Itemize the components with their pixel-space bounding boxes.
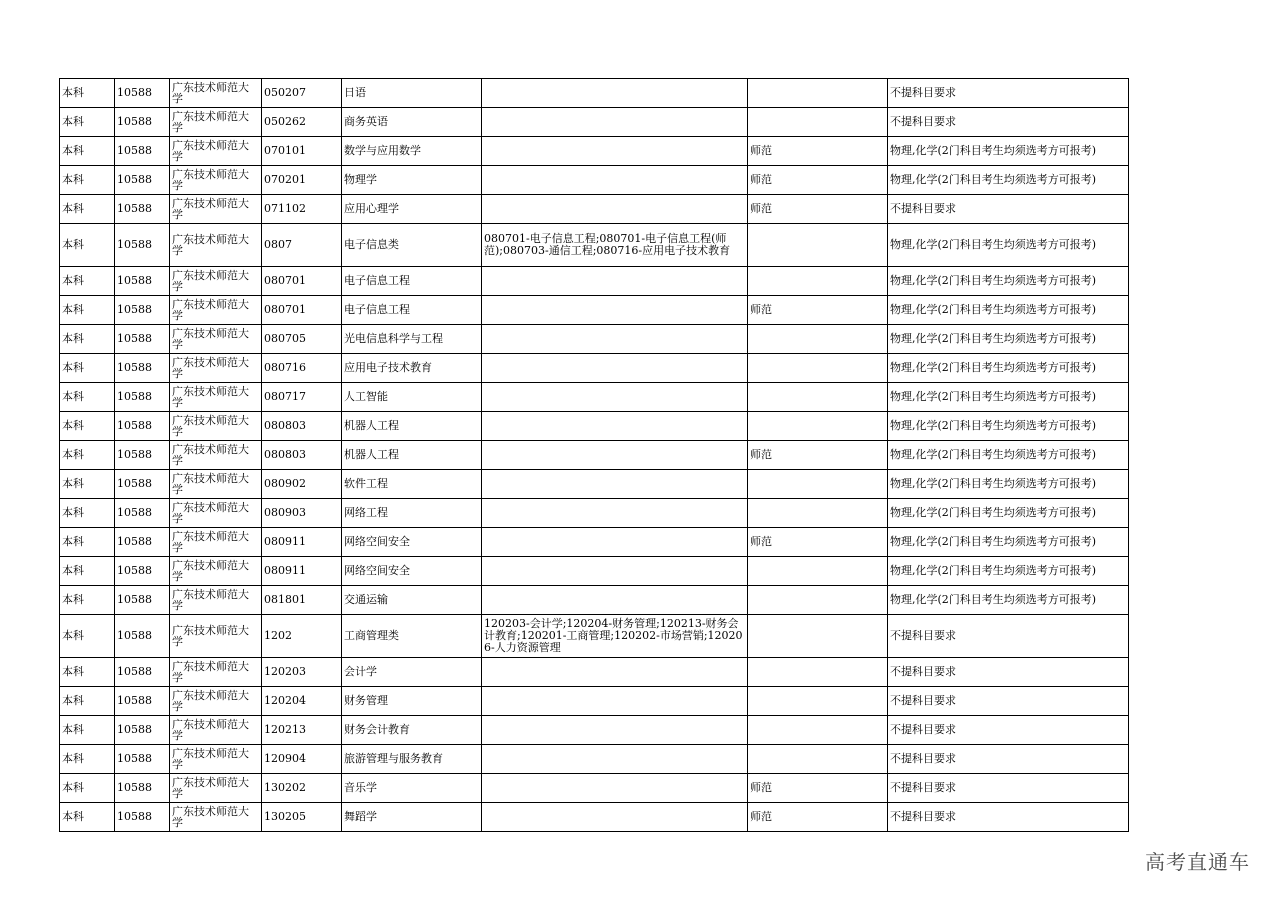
level-cell: 本科 bbox=[60, 803, 115, 832]
school-code-cell: 10588 bbox=[115, 325, 170, 354]
major-name-cell: 网络空间安全 bbox=[342, 528, 482, 557]
table-row bbox=[60, 195, 1129, 224]
subject-requirement-cell: 不提科目要求 bbox=[888, 716, 1129, 745]
subject-requirement-cell: 物理,化学(2门科目考生均须选考方可报考) bbox=[888, 528, 1129, 557]
table-row bbox=[60, 137, 1129, 166]
subject-requirement-cell: 物理,化学(2门科目考生均须选考方可报考) bbox=[888, 137, 1129, 166]
note-cell bbox=[748, 383, 888, 412]
table-row bbox=[60, 615, 1129, 658]
major-code-cell: 080701 bbox=[262, 296, 342, 325]
table-row bbox=[60, 470, 1129, 499]
subject-requirement-cell: 物理,化学(2门科目考生均须选考方可报考) bbox=[888, 499, 1129, 528]
school-name-cell: 广东技术师范大学 bbox=[170, 586, 262, 615]
subject-requirement-cell: 物理,化学(2门科目考生均须选考方可报考) bbox=[888, 267, 1129, 296]
included-majors-cell bbox=[482, 745, 748, 774]
level-cell: 本科 bbox=[60, 195, 115, 224]
level-cell: 本科 bbox=[60, 499, 115, 528]
included-majors-cell bbox=[482, 267, 748, 296]
major-name-cell: 网络空间安全 bbox=[342, 557, 482, 586]
major-name-cell: 财务管理 bbox=[342, 687, 482, 716]
subject-requirement-cell: 不提科目要求 bbox=[888, 195, 1129, 224]
note-cell bbox=[748, 687, 888, 716]
major-code-cell: 071102 bbox=[262, 195, 342, 224]
level-cell: 本科 bbox=[60, 412, 115, 441]
included-majors-cell bbox=[482, 470, 748, 499]
major-name-cell: 电子信息类 bbox=[342, 224, 482, 267]
school-code-cell: 10588 bbox=[115, 586, 170, 615]
major-code-cell: 120203 bbox=[262, 658, 342, 687]
school-name-cell: 广东技术师范大学 bbox=[170, 383, 262, 412]
school-name-cell: 广东技术师范大学 bbox=[170, 441, 262, 470]
level-cell: 本科 bbox=[60, 224, 115, 267]
school-name-cell: 广东技术师范大学 bbox=[170, 412, 262, 441]
included-majors-cell bbox=[482, 137, 748, 166]
major-name-cell: 商务英语 bbox=[342, 108, 482, 137]
included-majors-cell: 120203-会计学;120204-财务管理;120213-财务会计教育;120201-工商管理;120202-市场营销;120206-人力资源管理 bbox=[482, 615, 748, 658]
subject-requirement-cell: 物理,化学(2门科目考生均须选考方可报考) bbox=[888, 224, 1129, 267]
major-name-cell: 交通运输 bbox=[342, 586, 482, 615]
note-cell: 师范 bbox=[748, 803, 888, 832]
school-code-cell: 10588 bbox=[115, 528, 170, 557]
major-code-cell: 080911 bbox=[262, 557, 342, 586]
major-code-cell: 130205 bbox=[262, 803, 342, 832]
school-code-cell: 10588 bbox=[115, 774, 170, 803]
school-code-cell: 10588 bbox=[115, 557, 170, 586]
school-name-cell: 广东技术师范大学 bbox=[170, 296, 262, 325]
subject-requirement-cell: 不提科目要求 bbox=[888, 803, 1129, 832]
level-cell: 本科 bbox=[60, 166, 115, 195]
major-code-cell: 080705 bbox=[262, 325, 342, 354]
included-majors-cell bbox=[482, 412, 748, 441]
level-cell: 本科 bbox=[60, 716, 115, 745]
major-name-cell: 光电信息科学与工程 bbox=[342, 325, 482, 354]
admission-table bbox=[59, 78, 1129, 832]
major-name-cell: 工商管理类 bbox=[342, 615, 482, 658]
note-cell bbox=[748, 354, 888, 383]
table-row bbox=[60, 296, 1129, 325]
school-code-cell: 10588 bbox=[115, 354, 170, 383]
note-cell bbox=[748, 79, 888, 108]
school-name-cell: 广东技术师范大学 bbox=[170, 325, 262, 354]
table-row bbox=[60, 383, 1129, 412]
major-code-cell: 080803 bbox=[262, 412, 342, 441]
school-name-cell: 广东技术师范大学 bbox=[170, 79, 262, 108]
table-row bbox=[60, 267, 1129, 296]
subject-requirement-cell: 不提科目要求 bbox=[888, 108, 1129, 137]
school-code-cell: 10588 bbox=[115, 79, 170, 108]
note-cell bbox=[748, 108, 888, 137]
subject-requirement-cell: 不提科目要求 bbox=[888, 615, 1129, 658]
note-cell bbox=[748, 716, 888, 745]
included-majors-cell: 080701-电子信息工程;080701-电子信息工程(师范);080703-通信工程;080716-应用电子技术教育 bbox=[482, 224, 748, 267]
included-majors-cell bbox=[482, 195, 748, 224]
note-cell bbox=[748, 325, 888, 354]
note-cell: 师范 bbox=[748, 166, 888, 195]
school-name-cell: 广东技术师范大学 bbox=[170, 166, 262, 195]
major-name-cell: 应用电子技术教育 bbox=[342, 354, 482, 383]
table-row bbox=[60, 528, 1129, 557]
school-name-cell: 广东技术师范大学 bbox=[170, 137, 262, 166]
school-code-cell: 10588 bbox=[115, 166, 170, 195]
school-code-cell: 10588 bbox=[115, 296, 170, 325]
school-code-cell: 10588 bbox=[115, 470, 170, 499]
table-row bbox=[60, 745, 1129, 774]
school-code-cell: 10588 bbox=[115, 658, 170, 687]
included-majors-cell bbox=[482, 383, 748, 412]
major-code-cell: 080911 bbox=[262, 528, 342, 557]
table-row bbox=[60, 774, 1129, 803]
table-row bbox=[60, 354, 1129, 383]
table-row bbox=[60, 441, 1129, 470]
major-code-cell: 1202 bbox=[262, 615, 342, 658]
school-code-cell: 10588 bbox=[115, 137, 170, 166]
school-name-cell: 广东技术师范大学 bbox=[170, 499, 262, 528]
table-row bbox=[60, 412, 1129, 441]
level-cell: 本科 bbox=[60, 586, 115, 615]
school-code-cell: 10588 bbox=[115, 441, 170, 470]
note-cell bbox=[748, 267, 888, 296]
subject-requirement-cell: 物理,化学(2门科目考生均须选考方可报考) bbox=[888, 412, 1129, 441]
included-majors-cell bbox=[482, 528, 748, 557]
level-cell: 本科 bbox=[60, 296, 115, 325]
major-code-cell: 081801 bbox=[262, 586, 342, 615]
school-name-cell: 广东技术师范大学 bbox=[170, 470, 262, 499]
included-majors-cell bbox=[482, 716, 748, 745]
major-code-cell: 0807 bbox=[262, 224, 342, 267]
subject-requirement-cell: 物理,化学(2门科目考生均须选考方可报考) bbox=[888, 470, 1129, 499]
subject-requirement-cell: 不提科目要求 bbox=[888, 687, 1129, 716]
table-row bbox=[60, 687, 1129, 716]
table-body bbox=[60, 79, 1129, 832]
major-code-cell: 120904 bbox=[262, 745, 342, 774]
major-code-cell: 080701 bbox=[262, 267, 342, 296]
school-code-cell: 10588 bbox=[115, 716, 170, 745]
included-majors-cell bbox=[482, 687, 748, 716]
table-row bbox=[60, 716, 1129, 745]
subject-requirement-cell: 物理,化学(2门科目考生均须选考方可报考) bbox=[888, 166, 1129, 195]
subject-requirement-cell: 物理,化学(2门科目考生均须选考方可报考) bbox=[888, 586, 1129, 615]
level-cell: 本科 bbox=[60, 615, 115, 658]
level-cell: 本科 bbox=[60, 79, 115, 108]
major-code-cell: 080803 bbox=[262, 441, 342, 470]
school-code-cell: 10588 bbox=[115, 499, 170, 528]
table-row bbox=[60, 79, 1129, 108]
included-majors-cell bbox=[482, 499, 748, 528]
included-majors-cell bbox=[482, 325, 748, 354]
included-majors-cell bbox=[482, 79, 748, 108]
level-cell: 本科 bbox=[60, 108, 115, 137]
table-row bbox=[60, 166, 1129, 195]
major-code-cell: 080903 bbox=[262, 499, 342, 528]
table-row bbox=[60, 658, 1129, 687]
school-name-cell: 广东技术师范大学 bbox=[170, 803, 262, 832]
school-name-cell: 广东技术师范大学 bbox=[170, 716, 262, 745]
level-cell: 本科 bbox=[60, 354, 115, 383]
table-row bbox=[60, 499, 1129, 528]
level-cell: 本科 bbox=[60, 470, 115, 499]
table-row bbox=[60, 586, 1129, 615]
note-cell bbox=[748, 658, 888, 687]
level-cell: 本科 bbox=[60, 687, 115, 716]
table-row bbox=[60, 803, 1129, 832]
note-cell bbox=[748, 470, 888, 499]
note-cell bbox=[748, 615, 888, 658]
major-name-cell: 机器人工程 bbox=[342, 412, 482, 441]
level-cell: 本科 bbox=[60, 383, 115, 412]
school-code-cell: 10588 bbox=[115, 687, 170, 716]
note-cell: 师范 bbox=[748, 296, 888, 325]
major-code-cell: 070201 bbox=[262, 166, 342, 195]
level-cell: 本科 bbox=[60, 325, 115, 354]
subject-requirement-cell: 物理,化学(2门科目考生均须选考方可报考) bbox=[888, 296, 1129, 325]
major-name-cell: 旅游管理与服务教育 bbox=[342, 745, 482, 774]
major-code-cell: 080902 bbox=[262, 470, 342, 499]
level-cell: 本科 bbox=[60, 441, 115, 470]
major-code-cell: 070101 bbox=[262, 137, 342, 166]
note-cell bbox=[748, 586, 888, 615]
major-name-cell: 会计学 bbox=[342, 658, 482, 687]
school-code-cell: 10588 bbox=[115, 412, 170, 441]
school-code-cell: 10588 bbox=[115, 108, 170, 137]
major-name-cell: 数学与应用数学 bbox=[342, 137, 482, 166]
school-code-cell: 10588 bbox=[115, 383, 170, 412]
major-name-cell: 电子信息工程 bbox=[342, 267, 482, 296]
note-cell bbox=[748, 499, 888, 528]
major-name-cell: 网络工程 bbox=[342, 499, 482, 528]
major-name-cell: 机器人工程 bbox=[342, 441, 482, 470]
school-code-cell: 10588 bbox=[115, 267, 170, 296]
school-code-cell: 10588 bbox=[115, 615, 170, 658]
included-majors-cell bbox=[482, 441, 748, 470]
note-cell bbox=[748, 557, 888, 586]
major-name-cell: 物理学 bbox=[342, 166, 482, 195]
table-row bbox=[60, 325, 1129, 354]
major-name-cell: 电子信息工程 bbox=[342, 296, 482, 325]
note-cell bbox=[748, 745, 888, 774]
subject-requirement-cell: 不提科目要求 bbox=[888, 745, 1129, 774]
major-name-cell: 财务会计教育 bbox=[342, 716, 482, 745]
school-name-cell: 广东技术师范大学 bbox=[170, 108, 262, 137]
included-majors-cell bbox=[482, 166, 748, 195]
included-majors-cell bbox=[482, 108, 748, 137]
included-majors-cell bbox=[482, 658, 748, 687]
major-name-cell: 人工智能 bbox=[342, 383, 482, 412]
major-code-cell: 080717 bbox=[262, 383, 342, 412]
note-cell: 师范 bbox=[748, 774, 888, 803]
level-cell: 本科 bbox=[60, 658, 115, 687]
note-cell bbox=[748, 412, 888, 441]
subject-requirement-cell: 物理,化学(2门科目考生均须选考方可报考) bbox=[888, 383, 1129, 412]
level-cell: 本科 bbox=[60, 774, 115, 803]
note-cell: 师范 bbox=[748, 528, 888, 557]
major-code-cell: 080716 bbox=[262, 354, 342, 383]
included-majors-cell bbox=[482, 586, 748, 615]
included-majors-cell bbox=[482, 803, 748, 832]
school-name-cell: 广东技术师范大学 bbox=[170, 528, 262, 557]
major-name-cell: 软件工程 bbox=[342, 470, 482, 499]
school-code-cell: 10588 bbox=[115, 745, 170, 774]
table-row bbox=[60, 224, 1129, 267]
subject-requirement-cell: 物理,化学(2门科目考生均须选考方可报考) bbox=[888, 325, 1129, 354]
subject-requirement-cell: 物理,化学(2门科目考生均须选考方可报考) bbox=[888, 441, 1129, 470]
school-code-cell: 10588 bbox=[115, 224, 170, 267]
level-cell: 本科 bbox=[60, 745, 115, 774]
major-name-cell: 舞蹈学 bbox=[342, 803, 482, 832]
level-cell: 本科 bbox=[60, 267, 115, 296]
level-cell: 本科 bbox=[60, 557, 115, 586]
watermark-text: 高考直通车 bbox=[1145, 850, 1250, 874]
major-code-cell: 050207 bbox=[262, 79, 342, 108]
major-code-cell: 120204 bbox=[262, 687, 342, 716]
school-name-cell: 广东技术师范大学 bbox=[170, 658, 262, 687]
school-code-cell: 10588 bbox=[115, 803, 170, 832]
school-name-cell: 广东技术师范大学 bbox=[170, 195, 262, 224]
note-cell: 师范 bbox=[748, 441, 888, 470]
level-cell: 本科 bbox=[60, 528, 115, 557]
included-majors-cell bbox=[482, 774, 748, 803]
major-code-cell: 120213 bbox=[262, 716, 342, 745]
subject-requirement-cell: 不提科目要求 bbox=[888, 658, 1129, 687]
note-cell: 师范 bbox=[748, 137, 888, 166]
major-code-cell: 050262 bbox=[262, 108, 342, 137]
major-name-cell: 音乐学 bbox=[342, 774, 482, 803]
school-name-cell: 广东技术师范大学 bbox=[170, 745, 262, 774]
major-name-cell: 应用心理学 bbox=[342, 195, 482, 224]
subject-requirement-cell: 不提科目要求 bbox=[888, 79, 1129, 108]
note-cell: 师范 bbox=[748, 195, 888, 224]
level-cell: 本科 bbox=[60, 137, 115, 166]
school-name-cell: 广东技术师范大学 bbox=[170, 354, 262, 383]
school-name-cell: 广东技术师范大学 bbox=[170, 557, 262, 586]
included-majors-cell bbox=[482, 557, 748, 586]
school-name-cell: 广东技术师范大学 bbox=[170, 687, 262, 716]
major-code-cell: 130202 bbox=[262, 774, 342, 803]
included-majors-cell bbox=[482, 354, 748, 383]
school-name-cell: 广东技术师范大学 bbox=[170, 267, 262, 296]
table-row bbox=[60, 108, 1129, 137]
table-row bbox=[60, 557, 1129, 586]
included-majors-cell bbox=[482, 296, 748, 325]
subject-requirement-cell: 不提科目要求 bbox=[888, 774, 1129, 803]
school-code-cell: 10588 bbox=[115, 195, 170, 224]
major-name-cell: 日语 bbox=[342, 79, 482, 108]
subject-requirement-cell: 物理,化学(2门科目考生均须选考方可报考) bbox=[888, 354, 1129, 383]
school-name-cell: 广东技术师范大学 bbox=[170, 224, 262, 267]
note-cell bbox=[748, 224, 888, 267]
school-name-cell: 广东技术师范大学 bbox=[170, 774, 262, 803]
subject-requirement-cell: 物理,化学(2门科目考生均须选考方可报考) bbox=[888, 557, 1129, 586]
school-name-cell: 广东技术师范大学 bbox=[170, 615, 262, 658]
